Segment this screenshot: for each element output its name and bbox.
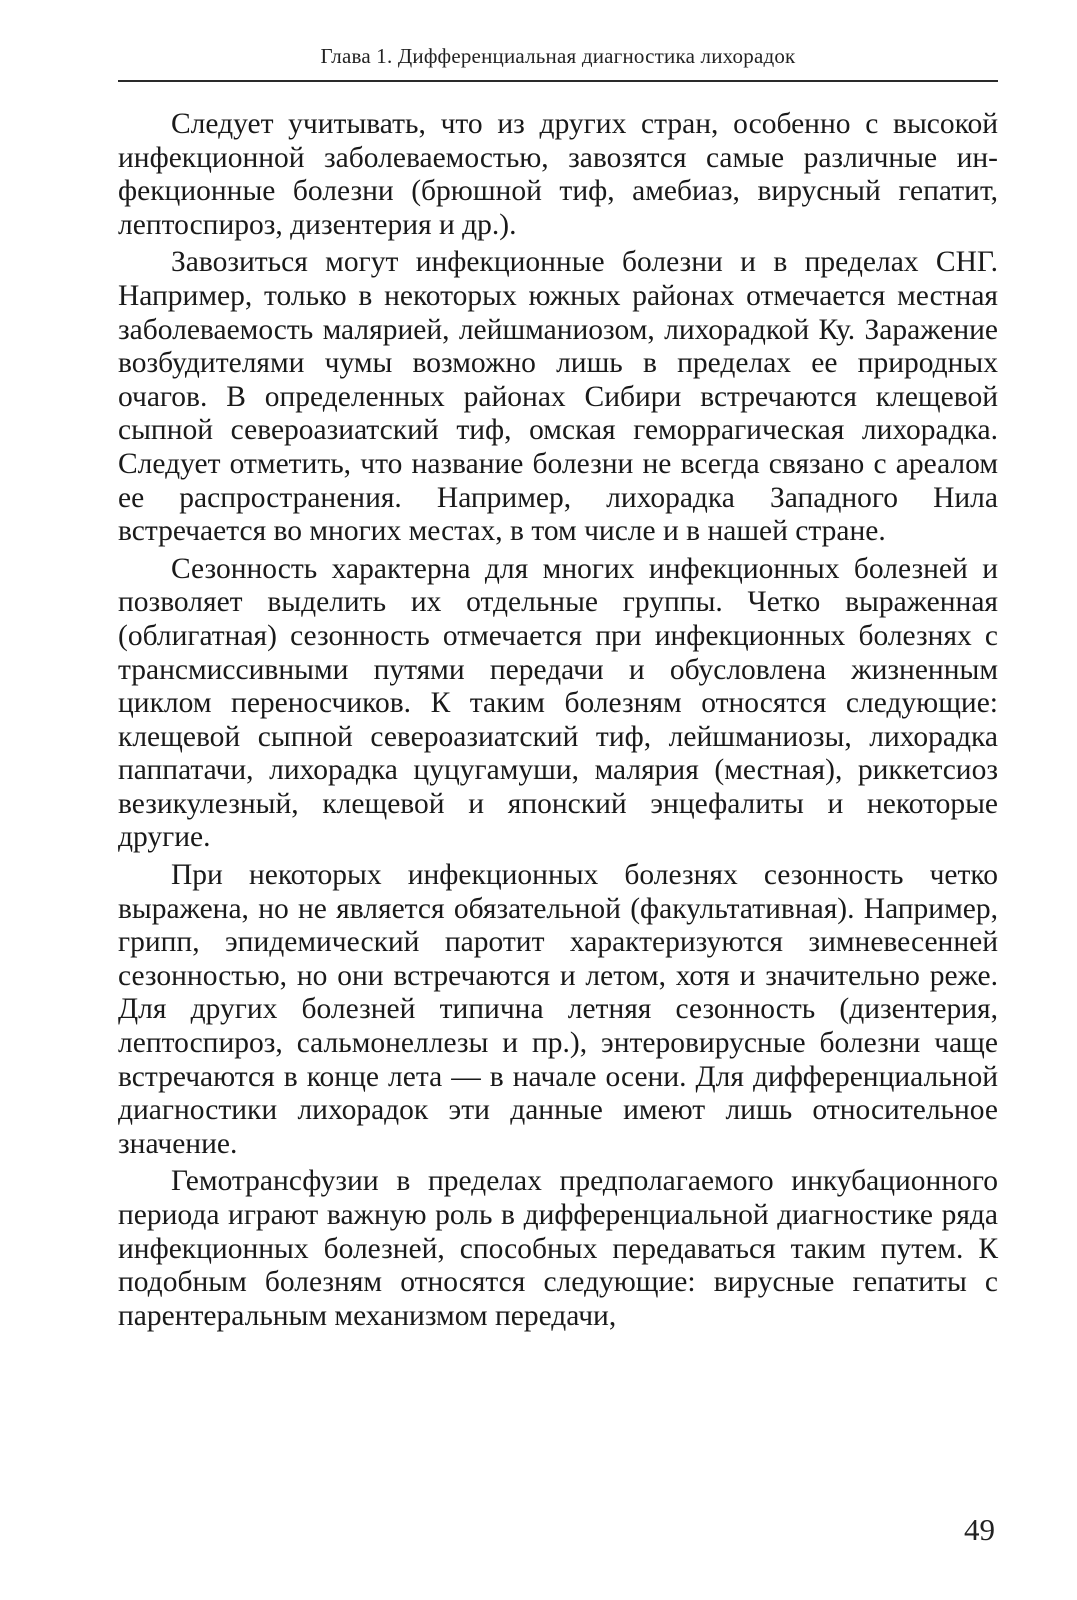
paragraph: Следует учитывать, что из других стран, особенно с высокой инфекционной заболеваемостью, завозятся самые различные инфекционные болезни (брюшной тиф, амебиаз, вирусный гепатит, лептоспироз, дизентерия и др.). — [118, 108, 998, 241]
paragraph: При некоторых инфекционных болезнях сезонность четко выражена, но не является обязательной (факультативная). Например, грипп, эпидемический паротит характеризуются зимневесенней сезонностью, но они встречаются и летом, хотя и значительно реже. Для других болезней типична летняя сезонность (дизентерия, лептоспироз, сальмонеллезы и пр.), энтеровирусные болезни чаще встречаются в конце лета — в начале осени. Для дифференциальной диагностики лихорадок эти данные имеют лишь относительное значение. — [118, 859, 998, 1160]
body-text — [118, 108, 998, 1337]
paragraph: Гемотрансфузии в пределах предполагаемого инкубационного периода играют важную роль в дифференциальной диагностике ряда инфекционных болезней, способных передаваться таким путем. К подобным болезням относятся следующие: вирусные гепатиты с парентеральным механизмом передачи, — [118, 1165, 998, 1332]
paragraph: Сезонность характерна для многих инфекционных болезней и позволяет выделить их отдельные группы. Четко выраженная (облигатная) сезонность отмечается при инфекционных болезнях с трансмиссивными путями передачи и обусловлена жизненным циклом переносчиков. К таким болезням относятся следующие: клещевой сыпной североазиатский тиф, лейшманиозы, лихорадка паппатачи, лихорадка цуцугамуши, малярия (местная), риккетсиоз везикулезный, клещевой и японский энцефалиты и некоторые другие. — [118, 552, 998, 854]
page-number: 49 — [964, 1512, 995, 1547]
header-rule — [118, 80, 998, 82]
running-header: Глава 1. Дифференциальная диагностика лихорадок — [320, 44, 796, 68]
paragraph: Завозиться могут инфекционные болезни и в пределах СНГ. Например, только в некоторых южных районах отмечается местная заболеваемость малярией, лейшманиозом, лихорадкой Ку. Заражение возбудителями чумы возможно лишь в пределах ее природных очагов. В определенных районах Сибири встречаются клещевой сыпной североазиатский тиф, омская геморрагическая лихорадка. Следует отметить, что название болезни не всегда связано с ареалом ее распространения. Например, лихорадка Западного Нила встречается во многих местах, в том числе и в нашей стране. — [118, 246, 998, 548]
